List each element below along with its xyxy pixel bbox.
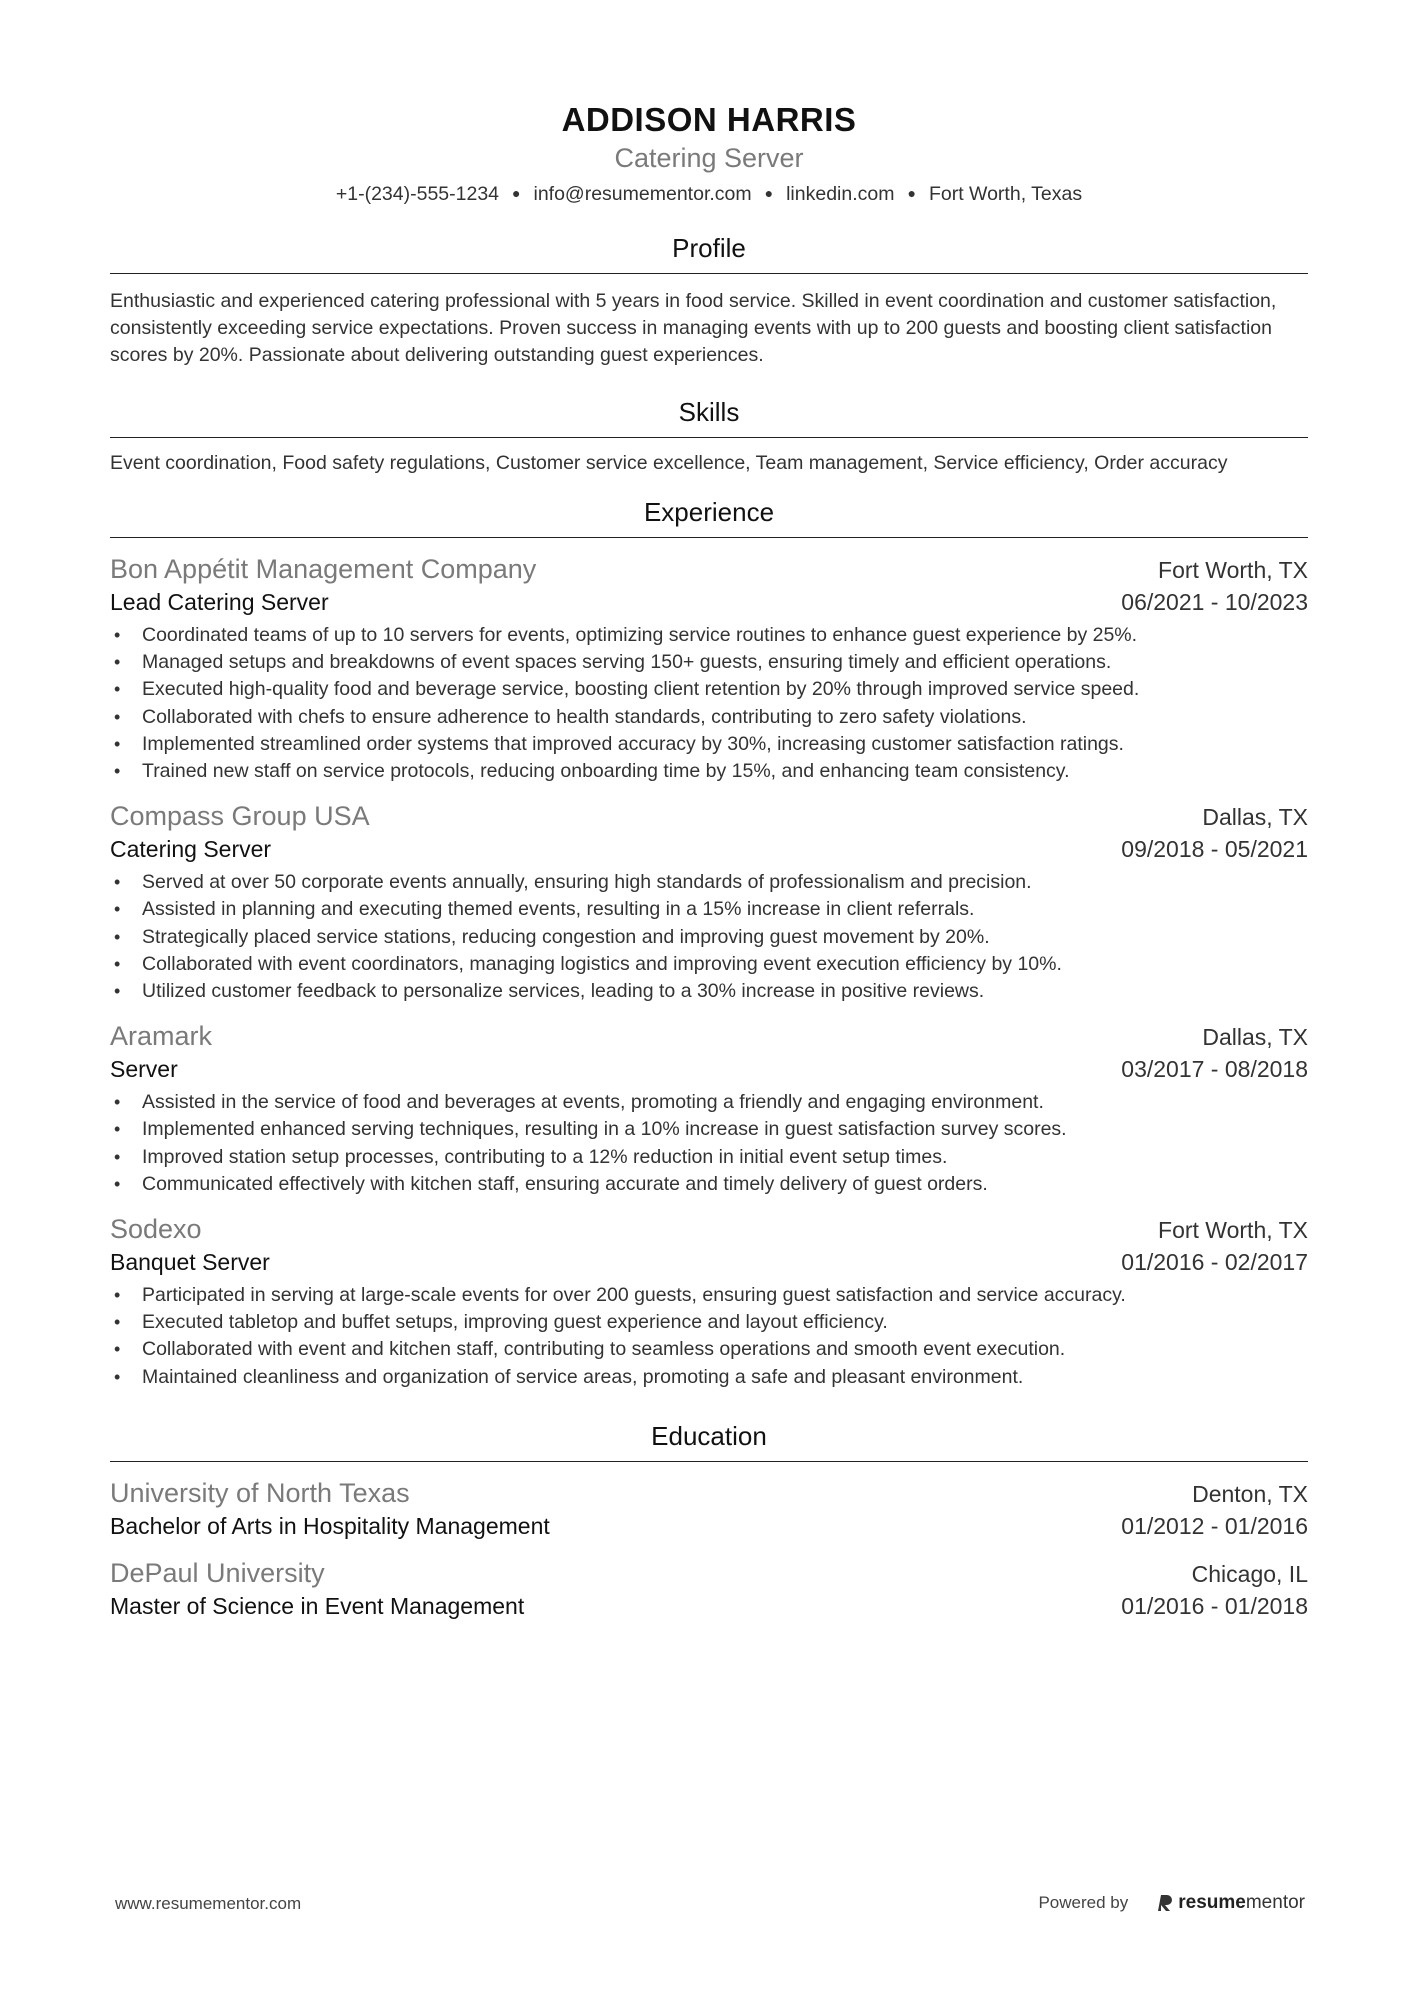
- job-role: Server: [110, 1056, 178, 1083]
- degree: Bachelor of Arts in Hospitality Management: [110, 1512, 550, 1539]
- job-dates: 09/2018 - 05/2021: [1121, 836, 1308, 863]
- experience-entry: [110, 552, 1308, 785]
- bullet-item: • Collaborated with chefs to ensure adherence to health standards, contributing to zero safety violations.: [110, 704, 1308, 731]
- experience-list: [110, 552, 1308, 1391]
- profile-section: [110, 231, 1308, 369]
- experience-entry: [110, 1212, 1308, 1391]
- school-name: DePaul University: [110, 1557, 325, 1588]
- bullet-item: • Served at over 50 corporate events annually, ensuring high standards of professionalism and precision.: [110, 869, 1308, 896]
- company-name: Bon Appétit Management Company: [110, 554, 537, 584]
- resumementor-logo-icon: [1158, 1894, 1174, 1912]
- bullet-item: • Managed setups and breakdowns of event spaces serving 150+ guests, ensuring timely and efficient operations.: [110, 649, 1308, 676]
- entry-role-row: [110, 586, 1308, 618]
- page-footer: [115, 1894, 1305, 1924]
- school-location: Chicago, IL: [1191, 1560, 1308, 1587]
- brand-bold: resume: [1178, 1892, 1246, 1913]
- entry-header-row: [110, 1019, 1308, 1053]
- section-heading-experience: Experience: [110, 495, 1308, 538]
- entry-header-row: [110, 1212, 1308, 1246]
- bullet-item: • Implemented streamlined order systems that improved accuracy by 30%, increasing customer satisfaction ratings.: [110, 731, 1308, 758]
- job-role: Lead Catering Server: [110, 589, 329, 615]
- experience-section: [110, 495, 1308, 1391]
- separator-dot: ●: [764, 185, 774, 201]
- profile-text: Enthusiastic and experienced catering professional with 5 years in food service. Skilled in event coordination and customer satisfaction, consistently exceeding service expectations. Proven success in managing events with up to 200 guests and boosting client satisfaction scores by 20%. Passionate about delivering outstanding guest experiences.: [110, 290, 1277, 366]
- job-bullets: [110, 1282, 1308, 1391]
- bullet-item: • Participated in serving at large-scale events for over 200 guests, ensuring guest satisfaction and service accuracy.: [110, 1282, 1308, 1309]
- entry-role-row: [110, 1053, 1308, 1085]
- footer-website-link[interactable]: www.resumementor.com: [115, 1894, 302, 1913]
- job-role: Banquet Server: [110, 1249, 270, 1276]
- resumementor-logo[interactable]: [1158, 1892, 1305, 1914]
- degree: Master of Science in Event Management: [110, 1592, 525, 1619]
- bullet-item: • Improved station setup processes, contributing to a 12% reduction in initial event setup times.: [110, 1144, 1308, 1171]
- job-role: Catering Server: [110, 836, 272, 863]
- job-location: Fort Worth, TX: [1158, 1217, 1308, 1244]
- entry-header-row: [110, 552, 1308, 586]
- entry-header-row: [110, 1556, 1308, 1590]
- education-section: [110, 1419, 1308, 1622]
- bullet-item: • Strategically placed service stations, reducing congestion and improving guest movement by 20%.: [110, 924, 1308, 951]
- section-heading-skills: Skills: [110, 395, 1308, 438]
- entry-degree-row: [110, 1510, 1308, 1542]
- bullet-item: • Utilized customer feedback to personalize services, leading to a 30% increase in positive reviews.: [110, 978, 1308, 1005]
- contact-linkedin[interactable]: linkedin.com: [786, 183, 895, 205]
- contact-line: [110, 180, 1308, 207]
- resume-header: [110, 98, 1308, 207]
- experience-entry: [110, 799, 1308, 1005]
- entry-degree-row: [110, 1590, 1308, 1622]
- job-bullets: [110, 622, 1308, 785]
- bullet-item: • Implemented enhanced serving techniques, resulting in a 10% increase in guest satisfaction survey scores.: [110, 1116, 1308, 1143]
- education-entry: [110, 1476, 1308, 1542]
- job-dates: 01/2016 - 02/2017: [1121, 1249, 1308, 1276]
- separator-dot: ●: [907, 185, 916, 201]
- contact-phone: +1-(234)-555-1234: [335, 183, 500, 205]
- job-location: Dallas, TX: [1202, 804, 1308, 831]
- bullet-item: • Executed high-quality food and beverage service, boosting client retention by 20% through improved service speed.: [110, 676, 1308, 703]
- entry-header-row: [110, 1476, 1308, 1510]
- bullet-item: • Executed tabletop and buffet setups, improving guest experience and layout efficiency.: [110, 1309, 1308, 1336]
- company-name: Aramark: [110, 1021, 213, 1052]
- contact-location: Fort Worth, Texas: [928, 183, 1083, 205]
- bullet-item: • Assisted in planning and executing themed events, resulting in a 15% increase in client referrals.: [110, 896, 1308, 923]
- bullet-item: • Communicated effectively with kitchen staff, ensuring accurate and timely delivery of guest orders.: [110, 1171, 1308, 1198]
- job-location: Dallas, TX: [1202, 1024, 1308, 1051]
- entry-role-row: [110, 1246, 1308, 1278]
- school-location: Denton, TX: [1192, 1480, 1308, 1507]
- job-bullets: [110, 1089, 1308, 1198]
- brand-rest: mentor: [1245, 1892, 1305, 1913]
- education-dates: 01/2016 - 01/2018: [1121, 1592, 1308, 1619]
- company-name: Sodexo: [110, 1214, 202, 1245]
- skills-section: [110, 395, 1308, 477]
- entry-role-row: [110, 833, 1308, 865]
- education-dates: 01/2012 - 01/2016: [1121, 1512, 1308, 1539]
- job-dates: 06/2021 - 10/2023: [1121, 589, 1308, 615]
- bullet-item: • Collaborated with event and kitchen staff, contributing to seamless operations and smooth event execution.: [110, 1336, 1308, 1363]
- contact-email[interactable]: info@resumementor.com: [533, 183, 752, 205]
- bullet-item: • Trained new staff on service protocols, reducing onboarding time by 15%, and enhancing team consistency.: [110, 758, 1308, 785]
- school-name: University of North Texas: [110, 1477, 410, 1508]
- job-dates: 03/2017 - 08/2018: [1121, 1056, 1308, 1083]
- bullet-item: • Assisted in the service of food and beverages at events, promoting a friendly and engaging environment.: [110, 1089, 1308, 1116]
- bullet-item: • Maintained cleanliness and organization of service areas, promoting a safe and pleasant environment.: [110, 1364, 1308, 1391]
- section-heading-education: Education: [110, 1419, 1308, 1462]
- section-heading-profile: Profile: [110, 231, 1308, 274]
- candidate-name: ADDISON HARRIS: [561, 101, 857, 138]
- job-bullets: [110, 869, 1308, 1005]
- bullet-item: • Collaborated with event coordinators, managing logistics and improving event execution efficiency by 10%.: [110, 951, 1308, 978]
- education-entry: [110, 1556, 1308, 1622]
- candidate-title: Catering Server: [614, 143, 804, 173]
- experience-entry: [110, 1019, 1308, 1198]
- resume-page: [110, 98, 1308, 1622]
- entry-header-row: [110, 799, 1308, 833]
- job-location: Fort Worth, TX: [1158, 557, 1308, 583]
- separator-dot: ●: [512, 185, 521, 201]
- education-list: [110, 1476, 1308, 1622]
- skills-text: Event coordination, Food safety regulations, Customer service excellence, Team management, Service efficiency, Order accuracy: [110, 452, 1228, 474]
- bullet-item: • Coordinated teams of up to 10 servers for events, optimizing service routines to enhance guest experience by 25%.: [110, 622, 1308, 649]
- company-name: Compass Group USA: [110, 801, 370, 832]
- powered-by-label: Powered by: [1038, 1893, 1129, 1912]
- footer-brand: [1038, 1892, 1305, 1914]
